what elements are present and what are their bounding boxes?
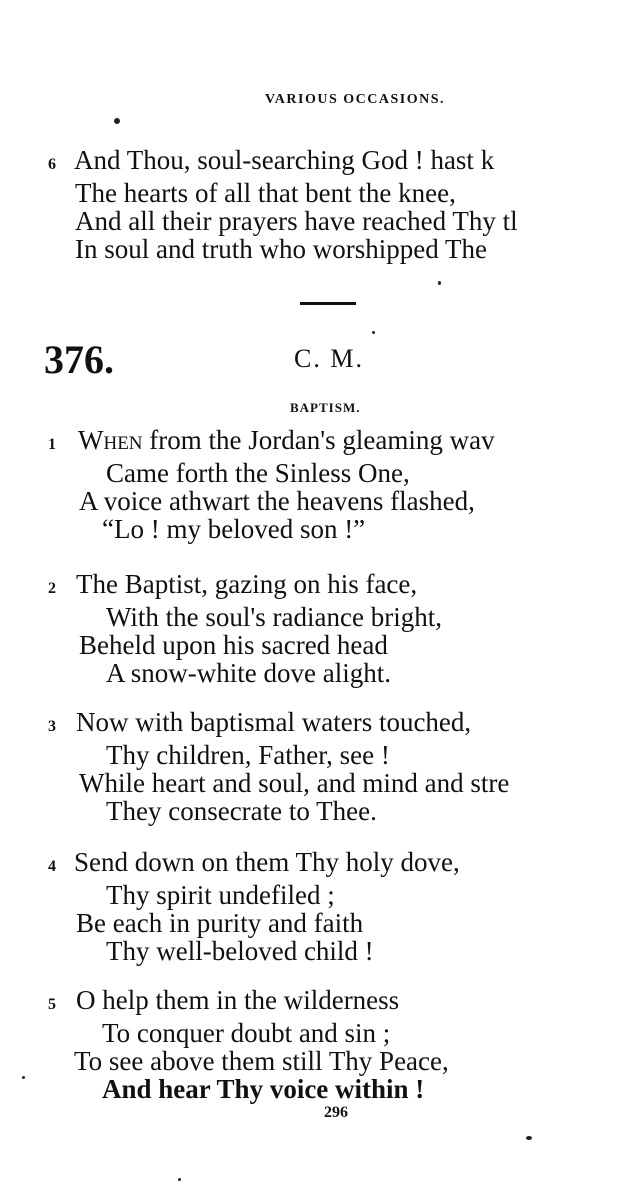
ink-speck (22, 1076, 25, 1079)
previous-stanza (48, 146, 640, 263)
stanza-3 (48, 708, 640, 825)
line-text: Now with baptismal waters touched, (76, 707, 472, 737)
stanza-line: While heart and soul, and mind and stre (79, 768, 510, 798)
line-text: from the Jordan's gleaming wav (142, 425, 495, 455)
stanza-line: To see above them still Thy Peace, (74, 1046, 449, 1076)
hymn-number: 376. (44, 337, 114, 382)
stanza-line: And all their prayers have reached Thy tl (75, 206, 518, 236)
stanza-line: In soul and truth who worshipped The (75, 234, 487, 264)
stanza-line (48, 986, 640, 1019)
stanza-line: Thy well-beloved child ! (106, 936, 374, 966)
stanza-number: 2 (48, 580, 56, 597)
first-word: When (78, 425, 143, 455)
stanza-line (48, 426, 640, 459)
hymn-meter: C. M. (294, 344, 364, 373)
stanza-number: 6 (48, 156, 56, 173)
stanza-number: 4 (48, 858, 56, 875)
page-number: 296 (324, 1104, 348, 1121)
ink-speck (178, 1178, 181, 1181)
line-text: And Thou, soul-searching God ! hast k (74, 145, 495, 175)
stanza-line: With the soul's radiance bright, (106, 602, 442, 632)
stanza-line: A voice athwart the heavens flashed, (79, 486, 475, 516)
stanza-line (48, 570, 640, 603)
stanza-line: They consecrate to Thee. (106, 796, 377, 826)
stanza-4 (48, 848, 640, 965)
stanza-line: “Lo ! my beloved son !” (102, 514, 366, 544)
ink-speck (372, 331, 375, 334)
stanza-line: Be each in purity and faith (76, 908, 364, 938)
stanza-line: A snow-white dove alight. (106, 658, 391, 688)
stanza-line: And hear Thy voice within ! (102, 1074, 425, 1104)
section-divider (300, 302, 356, 305)
stanza-line (48, 848, 640, 881)
stanza-line: Beheld upon his sacred head (79, 630, 388, 660)
stanza-2 (48, 570, 640, 687)
stanza-line: To conquer doubt and sin ; (102, 1018, 391, 1048)
stanza-number: 3 (48, 718, 56, 735)
stanza-number: 1 (48, 436, 56, 453)
line-text: Send down on them Thy holy dove, (74, 847, 460, 877)
stanza-line: The hearts of all that bent the knee, (75, 178, 456, 208)
line-text: The Baptist, gazing on his face, (76, 569, 418, 599)
line-text: O help them in the wilderness (76, 985, 400, 1015)
stanza-number: 5 (48, 996, 56, 1013)
stanza-line: Came forth the Sinless One, (106, 458, 410, 488)
stanza-line (48, 146, 640, 179)
stanza-line (48, 708, 640, 741)
stanza-line: Thy children, Father, see ! (106, 740, 390, 770)
stanza-1 (48, 426, 640, 543)
running-head: VARIOUS OCCASIONS. (264, 92, 445, 107)
ink-speck (114, 118, 120, 124)
ink-speck (438, 281, 441, 285)
hymn-subject: BAPTISM. (290, 400, 361, 415)
stanza-5 (48, 986, 640, 1103)
stanza-line: Thy spirit undefiled ; (106, 880, 335, 910)
ink-speck (526, 1136, 532, 1140)
